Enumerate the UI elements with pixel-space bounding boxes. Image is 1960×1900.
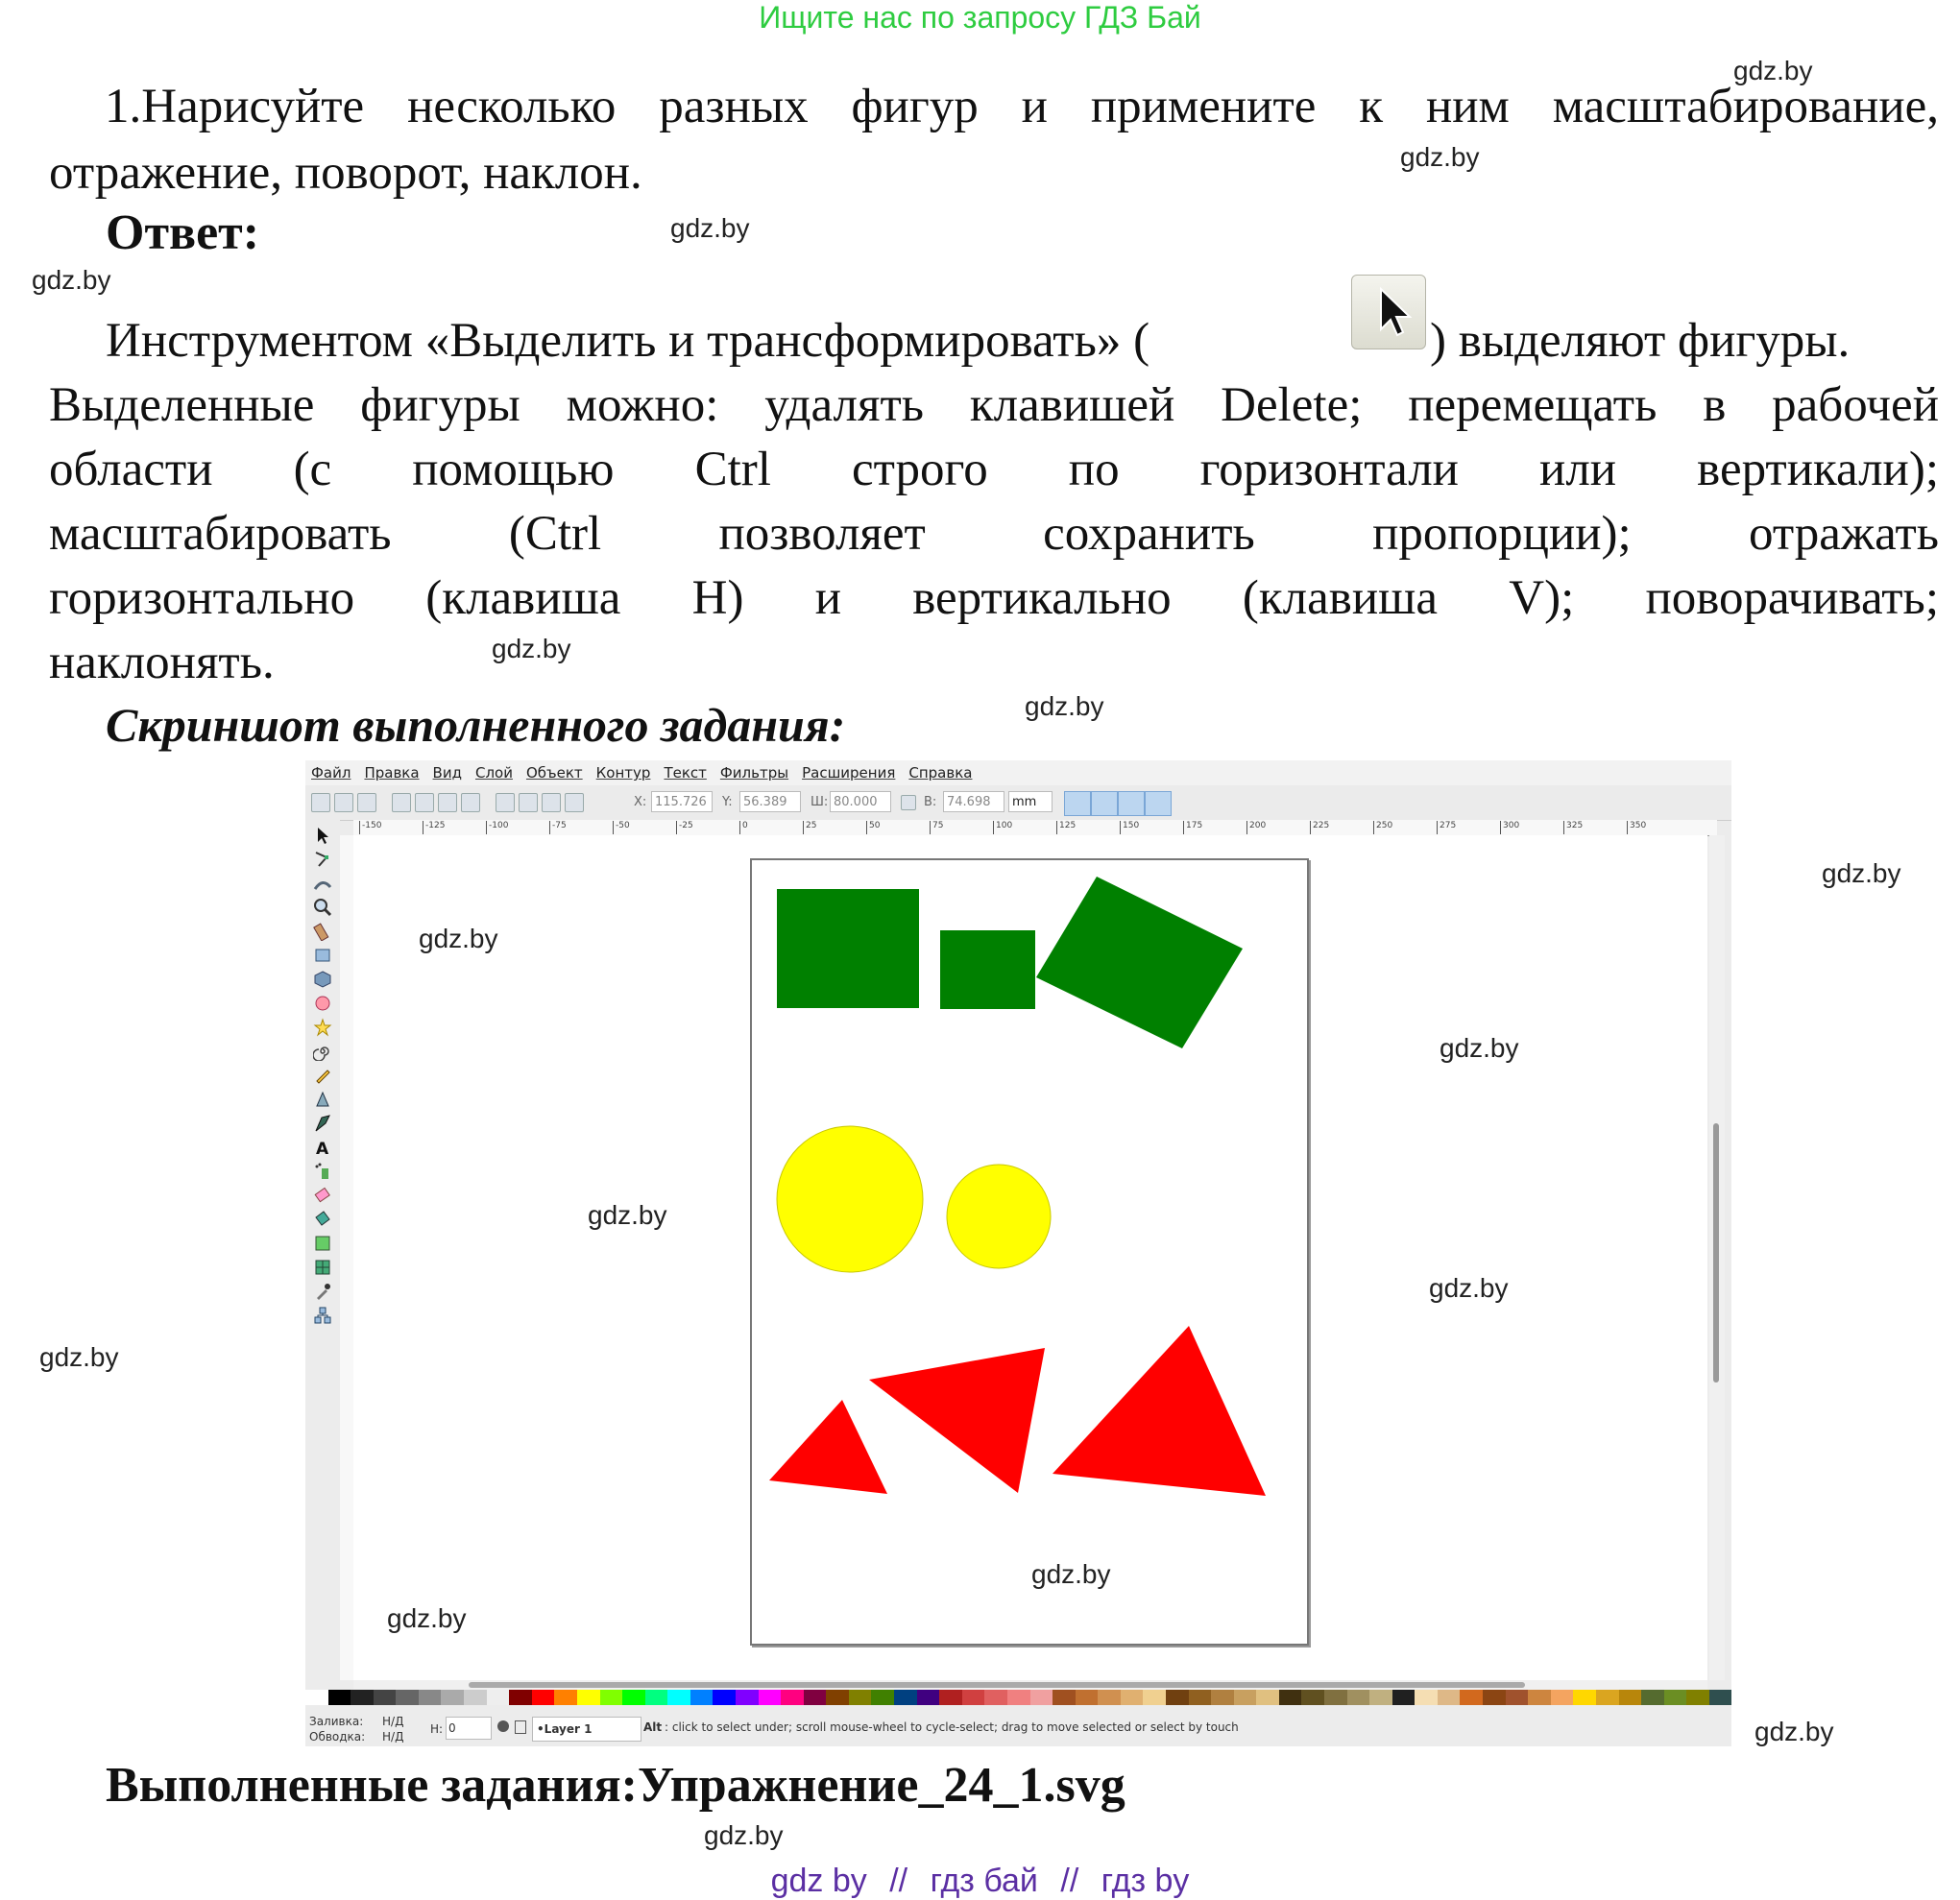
spray-tool-icon[interactable] [313,1162,332,1181]
pen-tool-icon[interactable] [313,1090,332,1109]
ruler-tick-label: -50 [613,821,630,834]
stroke-value[interactable]: Н/Д [382,1730,404,1744]
deselect-button[interactable] [357,793,376,812]
palette-swatch[interactable] [984,1690,1007,1705]
height-field[interactable]: 74.698 [943,791,1004,812]
watermark: gdz.by [39,1342,119,1372]
palette-swatch[interactable] [804,1690,827,1705]
flip-horizontal-button[interactable] [438,793,457,812]
ruler-tick-label: -100 [486,821,508,834]
task-text-1: 1.Нарисуйте несколько разных фигур и примените к ним масштабирование, [105,80,1939,133]
x-field[interactable]: 115.726 [651,791,713,812]
move-patterns-button[interactable] [1145,791,1172,816]
palette-swatch[interactable] [441,1690,464,1705]
palette-swatch[interactable] [1460,1690,1483,1705]
red-triangle-large[interactable] [1053,1326,1266,1496]
top-banner[interactable]: Ищите нас по запросу ГДЗ Бай [759,0,1201,35]
palette-swatch[interactable] [1053,1690,1076,1705]
pencil-tool-icon[interactable] [313,1066,332,1085]
ruler-tick-label: 50 [866,821,880,834]
palette-swatch[interactable] [1369,1690,1392,1705]
palette-swatch[interactable] [917,1690,940,1705]
ruler-tick-label: 250 [1373,821,1392,834]
red-triangle-small[interactable] [769,1400,887,1494]
lock-ratio-icon[interactable] [901,795,916,810]
fill-label: Заливка: [309,1715,364,1728]
ellipse-tool-icon[interactable] [313,994,332,1013]
palette-swatch[interactable] [509,1690,532,1705]
lower-button[interactable] [542,793,561,812]
palette-swatch[interactable] [1483,1690,1506,1705]
ruler-tick-label: 75 [930,821,943,834]
palette-swatch[interactable] [464,1690,487,1705]
ruler-tick-label: 175 [1183,821,1202,834]
inkscape-screenshot [305,760,1731,1746]
color-palette[interactable] [305,1690,1731,1705]
footer-separator-2: // [1060,1863,1079,1899]
body-line-1b: ) выделяют фигуры. [1430,314,1851,368]
palette-swatch[interactable] [1596,1690,1619,1705]
text-tool-icon[interactable] [313,1138,332,1157]
palette-swatch[interactable] [1573,1690,1596,1705]
body-line-3: области (с помощью Ctrl строго по горизонтали или вертикали); [49,443,1939,496]
body-line-4: масштабировать (Ctrl позволяет сохранить пропорции); отражать [49,507,1939,561]
menu-item[interactable]: Справка [908,764,973,782]
palette-swatch[interactable] [1098,1690,1121,1705]
palette-swatch[interactable] [1551,1690,1574,1705]
select-all-button[interactable] [311,793,330,812]
body-line-5: горизонтально (клавиша H) и вертикально (клавиша V); поворачивать; [49,571,1939,625]
palette-swatch[interactable] [1709,1690,1731,1705]
menu-bar [305,760,1731,785]
rotate-cw-button[interactable] [415,793,434,812]
status-bar [305,1705,1731,1746]
body-line-6: наклонять. [49,636,275,689]
palette-swatch[interactable] [781,1690,804,1705]
horizontal-scroll-thumb[interactable] [469,1682,1525,1688]
document-page [750,858,1309,1646]
footer-link-1[interactable]: gdz by [770,1863,867,1899]
canvas[interactable] [353,835,1707,1680]
palette-swatch[interactable] [1301,1690,1324,1705]
body-line-1a: Инструментом «Выделить и трансформировать» ( [106,314,1150,368]
box3d-tool-icon[interactable] [313,970,332,989]
layer-select[interactable]: •Layer 1 [532,1717,641,1742]
menu-item[interactable]: Расширения [802,764,896,782]
width-label: Ш: [811,795,829,809]
palette-swatch[interactable] [1143,1690,1166,1705]
palette-swatch[interactable] [1121,1690,1144,1705]
select-tool-icon [1351,275,1426,349]
watermark: gdz.by [1025,691,1104,721]
palette-swatch[interactable] [1506,1690,1529,1705]
answer-label: Ответ: [106,205,260,260]
mesh-tool-icon[interactable] [313,1258,332,1277]
palette-swatch[interactable] [690,1690,714,1705]
palette-swatch[interactable] [396,1690,419,1705]
palette-swatch[interactable] [374,1690,397,1705]
horizontal-scrollbar[interactable] [353,1680,1707,1690]
lock-icon[interactable] [515,1720,526,1734]
raise-to-top-button[interactable] [496,793,515,812]
zoom-tool-icon[interactable] [313,898,332,917]
palette-swatch[interactable] [1256,1690,1279,1705]
palette-swatch[interactable] [1438,1690,1461,1705]
ruler-tick-label: 325 [1563,821,1583,834]
eraser-tool-icon[interactable] [313,1186,332,1205]
screenshot-heading: Скриншот выполненного задания: [106,698,846,752]
star-tool-icon[interactable] [313,1018,332,1037]
palette-swatch[interactable] [351,1690,374,1705]
select-toolbar [305,785,1731,821]
gradient-tool-icon[interactable] [313,1234,332,1253]
green-square-rotated[interactable] [1036,877,1243,1048]
watermark: gdz.by [32,265,111,295]
palette-swatch[interactable] [1166,1690,1189,1705]
palette-swatch[interactable] [305,1690,328,1705]
vertical-scroll-thumb[interactable] [1713,1123,1719,1383]
task-line-1 [49,75,1939,139]
menu-item[interactable]: Фильтры [719,764,789,782]
vertical-scrollbar[interactable] [1709,835,1725,1680]
lower-to-bottom-button[interactable] [565,793,584,812]
watermark: gdz.by [1400,142,1480,172]
node-tool-icon[interactable] [313,850,332,869]
watermark: gdz.by [670,213,750,243]
height-label: В: [924,795,937,809]
watermark: gdz.by [419,924,498,953]
dropper-tool-icon[interactable] [313,1282,332,1301]
palette-swatch[interactable] [1279,1690,1302,1705]
watermark: gdz.by [1429,1273,1509,1303]
palette-swatch[interactable] [826,1690,849,1705]
ruler-tick-label: 150 [1120,821,1139,834]
palette-swatch[interactable] [1347,1690,1370,1705]
ruler-tick-label: 100 [993,821,1012,834]
palette-swatch[interactable] [419,1690,442,1705]
horizontal-ruler [353,820,1717,836]
rectangle-tool-icon[interactable] [313,946,332,965]
scale-corners-button[interactable] [1091,791,1118,816]
width-field[interactable]: 80.000 [830,791,891,812]
palette-swatch[interactable] [759,1690,782,1705]
measure-tool-icon[interactable] [313,922,332,941]
watermark: gdz.by [492,634,571,663]
palette-swatch[interactable] [1030,1690,1053,1705]
y-field[interactable]: 56.389 [739,791,801,812]
x-label: X: [634,795,647,809]
menu-item[interactable]: Слой [474,764,513,782]
watermark: gdz.by [387,1603,467,1633]
spiral-tool-icon[interactable] [313,1042,332,1061]
stroke-label: Обводка: [309,1730,366,1744]
drawing [752,860,1307,1644]
footer-link-2[interactable]: гдз бай [930,1863,1038,1899]
tweak-tool-icon[interactable] [313,874,332,893]
palette-swatch[interactable] [849,1690,872,1705]
ruler-tick-label: 125 [1056,821,1076,834]
yellow-circle-large[interactable] [777,1126,923,1272]
svg-text:A: A [316,1140,329,1157]
red-triangle-rotated[interactable] [869,1348,1045,1493]
palette-swatch[interactable] [1664,1690,1687,1705]
connector-tool-icon[interactable] [313,1306,332,1325]
palette-swatch[interactable] [1189,1690,1212,1705]
palette-swatch[interactable] [1324,1690,1347,1705]
palette-swatch[interactable] [1234,1690,1257,1705]
menu-item[interactable]: Текст [664,764,707,782]
menu-item[interactable]: Вид [432,764,462,782]
toolbox [305,820,340,1684]
raise-button[interactable] [519,793,538,812]
palette-swatch[interactable] [1076,1690,1099,1705]
palette-swatch[interactable] [962,1690,985,1705]
palette-swatch[interactable] [1211,1690,1234,1705]
yellow-circle-small[interactable] [947,1165,1051,1268]
status-alt-key: Alt [643,1720,663,1734]
footer [0,1863,1960,1900]
status-message: : click to select under; scroll mouse-wheel to cycle-select; drag to move selected or select by touch [665,1720,1239,1734]
footer-separator-1: // [889,1863,908,1899]
palette-swatch[interactable] [622,1690,645,1705]
palette-swatch[interactable] [1619,1690,1642,1705]
menu-item[interactable]: Контур [595,764,651,782]
opacity-label: Н: [430,1722,444,1736]
ruler-tick-label: 350 [1627,821,1646,834]
watermark: gdz.by [704,1820,784,1850]
watermark: gdz.by [1754,1717,1834,1746]
palette-swatch[interactable] [1686,1690,1709,1705]
ruler-tick-label: -75 [549,821,567,834]
menu-item[interactable]: Правка [364,764,420,782]
palette-swatch[interactable] [871,1690,894,1705]
vertical-ruler [340,835,354,1680]
palette-swatch[interactable] [713,1690,736,1705]
palette-swatch[interactable] [894,1690,917,1705]
body-line-2: Выделенные фигуры можно: удалять клавишей Delete; перемещать в рабочей [49,378,1939,432]
completed-tasks-line: Выполненные задания:Упражнение_24_1.svg [106,1758,1125,1813]
palette-swatch[interactable] [736,1690,759,1705]
visibility-icon[interactable] [497,1720,509,1732]
watermark: gdz.by [588,1200,667,1230]
ruler-tick-label: 0 [739,821,748,834]
ruler-tick-label: 225 [1310,821,1329,834]
y-label: Y: [722,795,733,809]
ruler-tick-label: -25 [676,821,693,834]
watermark: gdz.by [1733,56,1813,85]
ruler-tick-label: 25 [803,821,816,834]
ruler-tick-label: 300 [1500,821,1519,834]
green-square-large[interactable] [777,889,919,1008]
rotate-ccw-button[interactable] [392,793,411,812]
scale-stroke-button[interactable] [1064,791,1091,816]
ruler-tick-label: 275 [1437,821,1456,834]
palette-swatch[interactable] [1528,1690,1551,1705]
palette-swatch[interactable] [645,1690,668,1705]
task-line-2: отражение, поворот, наклон. [49,146,642,200]
flip-vertical-button[interactable] [461,793,480,812]
bucket-tool-icon[interactable] [313,1210,332,1229]
palette-swatch[interactable] [328,1690,351,1705]
palette-swatch[interactable] [1641,1690,1664,1705]
ruler-tick-label: 200 [1246,821,1266,834]
unit-select[interactable]: mm [1008,791,1053,812]
menu-item[interactable]: Объект [525,764,583,782]
palette-swatch[interactable] [1392,1690,1416,1705]
opacity-field[interactable]: 0 [446,1717,492,1740]
palette-swatch[interactable] [667,1690,690,1705]
watermark: gdz.by [1822,858,1901,888]
palette-swatch[interactable] [577,1690,600,1705]
palette-swatch[interactable] [600,1690,623,1705]
calligraphy-tool-icon[interactable] [313,1114,332,1133]
ruler-tick-label: -125 [423,821,445,834]
palette-swatch[interactable] [1415,1690,1438,1705]
menu-item[interactable]: Файл [311,764,351,782]
palette-swatch[interactable] [532,1690,555,1705]
palette-swatch[interactable] [939,1690,962,1705]
select-all-layers-button[interactable] [334,793,353,812]
select-arrow-icon[interactable] [313,826,332,845]
ruler-tick-label: -150 [359,821,381,834]
watermark: gdz.by [1440,1033,1519,1063]
move-gradients-button[interactable] [1118,791,1145,816]
green-square-small[interactable] [940,930,1035,1009]
palette-swatch[interactable] [1007,1690,1030,1705]
palette-swatch[interactable] [487,1690,510,1705]
fill-value[interactable]: Н/Д [382,1715,404,1728]
footer-link-3[interactable]: гдз by [1101,1863,1190,1899]
palette-swatch[interactable] [554,1690,577,1705]
watermark: gdz.by [1031,1559,1111,1589]
